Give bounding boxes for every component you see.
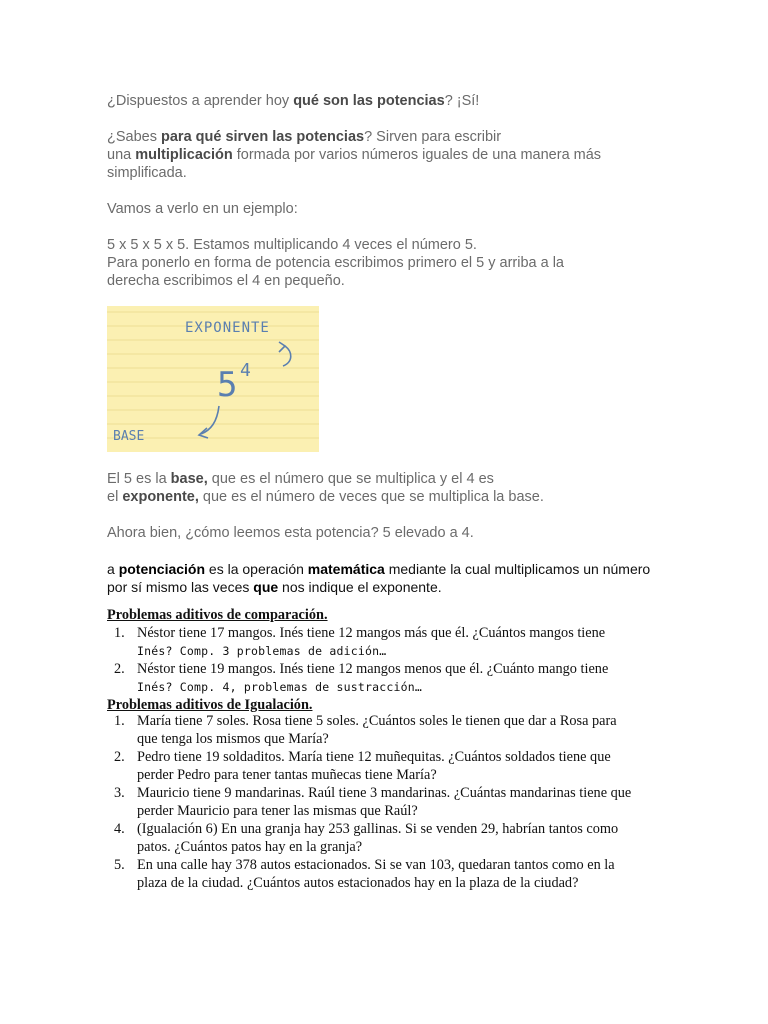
problem-text-cont: patos. ¿Cuántos patos hay en la granja? xyxy=(137,839,363,855)
definition-paragraph xyxy=(107,560,667,596)
def-text-e: mediante la cual multiplicamos un número xyxy=(384,561,651,577)
list-item xyxy=(107,624,647,660)
problem-text-cont: plaza de la ciudad. ¿Cuántos autos estacionados hay en la plaza de la ciudad? xyxy=(137,875,579,891)
def-text-c: es la operación xyxy=(205,561,308,577)
explanation-paragraph xyxy=(107,470,667,506)
list-number: 4. xyxy=(114,821,125,837)
q-text-c: ? Sirven para escribir xyxy=(364,129,502,145)
comparison-list xyxy=(107,624,647,696)
comparison-heading: Problemas aditivos de comparación. xyxy=(107,607,328,623)
intro-heading xyxy=(107,92,667,110)
list-number: 2. xyxy=(114,749,125,765)
explain-text-d: el xyxy=(107,489,123,505)
problem-text: Mauricio tiene 9 mandarinas. Raúl tiene 3 mandarinas. ¿Cuántas mandarinas tiene que xyxy=(137,785,632,801)
reading-paragraph: Ahora bien, ¿cómo leemos esta potencia? 5 elevado a 4. xyxy=(107,525,474,541)
problem-text: Néstor tiene 17 mangos. Inés tiene 12 mangos más que él. ¿Cuántos mangos tiene xyxy=(137,625,606,641)
list-number: 5. xyxy=(114,857,125,873)
def-text-h: nos indique el exponente. xyxy=(278,579,442,595)
intro-bold: qué son las potencias xyxy=(293,93,445,109)
problem-text-cont: que tenga los mismos que María? xyxy=(137,731,329,747)
power-illustration-drawing xyxy=(107,306,319,452)
q-text-f: formada por varios números iguales de una manera más xyxy=(232,147,602,163)
explain-bold-exponent: exponente, xyxy=(122,489,199,505)
base-label: BASE xyxy=(113,429,145,444)
example-intro: Vamos a verlo en un ejemplo: xyxy=(107,201,298,217)
def-bold-matematica: matemática xyxy=(307,561,385,577)
problem-text: (Igualación 6) En una granja hay 253 gallinas. Si se venden 29, habrían tantos como xyxy=(137,821,619,837)
q-text-d: una xyxy=(107,147,136,163)
example-line-1: 5 x 5 x 5 x 5. Estamos multiplicando 4 veces el número 5. xyxy=(107,237,477,253)
list-number: 2. xyxy=(114,661,125,677)
intro-text: ¿Dispuestos a aprender hoy xyxy=(107,93,294,109)
list-number: 1. xyxy=(114,713,125,729)
equalization-heading: Problemas aditivos de Igualación. xyxy=(107,697,313,713)
problem-text: Néstor tiene 19 mangos. Inés tiene 12 mangos menos que él. ¿Cuánto mango tiene xyxy=(137,661,609,677)
list-item xyxy=(107,784,647,820)
explain-text-a: El 5 es la xyxy=(107,471,171,487)
example-paragraph xyxy=(107,236,667,290)
def-text-f: por sí mismo las veces xyxy=(107,579,254,595)
explain-text-f: que es el número de veces que se multiplica la base. xyxy=(198,489,544,505)
q-text-a: ¿Sabes xyxy=(107,129,161,145)
q-bold-e: multiplicación xyxy=(135,147,233,163)
exponent-label: EXPONENTE xyxy=(185,320,270,336)
list-item xyxy=(107,660,647,696)
question-paragraph xyxy=(107,128,667,182)
power-illustration xyxy=(107,306,319,452)
q-bold-b: para qué sirven las potencias xyxy=(161,129,365,145)
problem-text: Pedro tiene 19 soldaditos. María tiene 12 muñequitas. ¿Cuántos soldados tiene que xyxy=(137,749,611,765)
list-item xyxy=(107,748,647,784)
exponent-digit: 4 xyxy=(240,360,251,381)
explain-text-c: que es el número que se multiplica y el 4 es xyxy=(207,471,494,487)
def-text-a: a xyxy=(107,561,119,577)
list-item xyxy=(107,712,647,748)
problem-note: Inés? Comp. 3 problemas de adición… xyxy=(137,644,387,658)
intro-text-end: ? ¡Sí! xyxy=(444,93,480,109)
list-number: 1. xyxy=(114,625,125,641)
problem-text: En una calle hay 378 autos estacionados. Si se van 103, quedaran tantos como en la xyxy=(137,857,615,873)
def-bold-que: que xyxy=(253,579,279,595)
exponent-arrow xyxy=(283,346,291,366)
problem-text: María tiene 7 soles. Rosa tiene 5 soles. ¿Cuántos soles le tienen que dar a Rosa para xyxy=(137,713,617,729)
equalization-list xyxy=(107,712,647,892)
exponent-arrow-head xyxy=(279,342,285,352)
explain-bold-base: base, xyxy=(170,471,208,487)
list-item xyxy=(107,820,647,856)
list-number: 3. xyxy=(114,785,125,801)
base-digit: 5 xyxy=(217,365,238,405)
problem-note: Inés? Comp. 4, problemas de sustracción… xyxy=(137,680,422,694)
problem-text-cont: perder Mauricio para tener las mismas que Raúl? xyxy=(137,803,418,819)
def-bold-potenciacion: potenciación xyxy=(118,561,206,577)
list-item xyxy=(107,856,647,892)
example-line-2: Para ponerlo en forma de potencia escribimos primero el 5 y arriba a la xyxy=(107,255,564,271)
problem-text-cont: perder Pedro para tener tantas muñecas tiene María? xyxy=(137,767,437,783)
example-line-3: derecha escribimos el 4 en pequeño. xyxy=(107,273,345,289)
q-text-g: simplificada. xyxy=(107,165,187,181)
